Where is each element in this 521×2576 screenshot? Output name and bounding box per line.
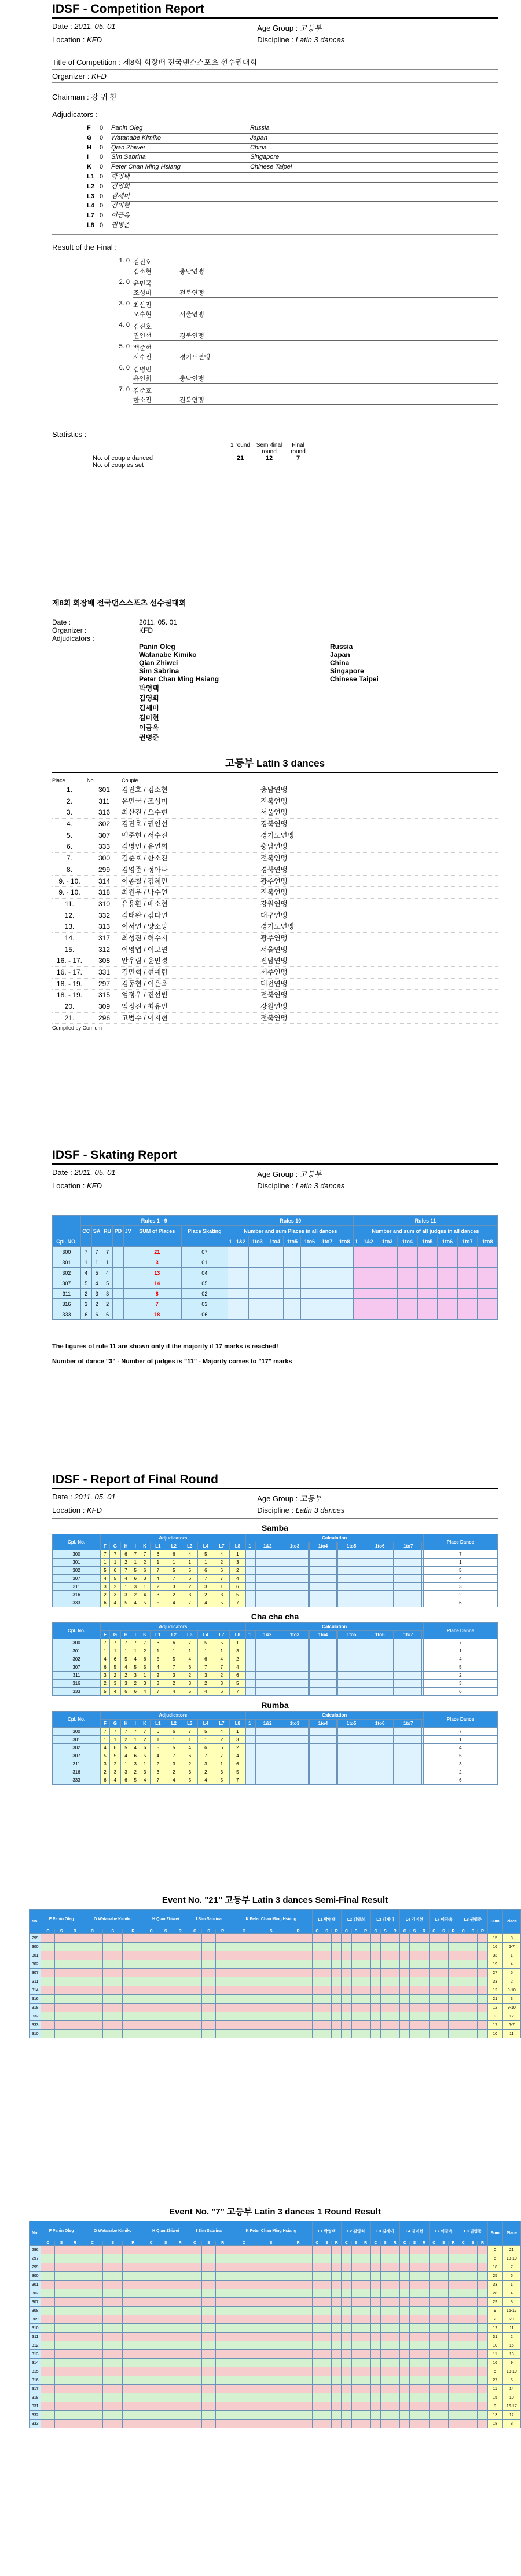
ranking-row: 18. - 19. 297 김동현 / 이은옥 대전연맹 bbox=[52, 979, 498, 990]
report-location: KFD bbox=[87, 35, 102, 44]
adjudicator-row: L3 0 김세미 bbox=[52, 192, 498, 202]
final-row: 서수진 경기도연맹 bbox=[52, 352, 498, 362]
skating-row: 311 2 3 3 8 02 bbox=[53, 1289, 498, 1299]
adjudicator-list: Adjudicators : F 0 Panin Oleg Russia G 0 Watanabe Kimiko Japan H 0 Qian Zhiwei China I 0 Sim Sabrina Singapore K 0 Peter Chan Ming Hsiang Chinese Taipei L1 0 박영택 L2 0 김영희 L3 0 김세미 L4 0 김미현 L7 0 이금옥 L8 0 권병준 bbox=[52, 104, 498, 235]
final-row: 유연희 충남연맹 bbox=[52, 374, 498, 384]
plain-adjudicator: 권병준 bbox=[139, 734, 159, 742]
final-row: 한소진 전북연맹 bbox=[52, 395, 498, 405]
ranking-row: 9. - 10. 318 최원우 / 박수연 전북연맹 bbox=[52, 887, 498, 899]
matrix-row: 301 33 1 bbox=[30, 2281, 521, 2289]
matrix-row: 332 9 12 bbox=[30, 2012, 521, 2021]
matrix-row: 313 11 13 bbox=[30, 2350, 521, 2359]
dance-title: Samba bbox=[262, 1523, 288, 1533]
final-dance-row: 300 7 7 6 7 7 6 6 4 5 4 1 7 bbox=[53, 1550, 498, 1559]
plain-adjudicator: 김세미 bbox=[139, 704, 159, 712]
round1-table: No. F Panin Oleg G Watanabe Kimiko H Qian Zhiwei I Sim Sabrina K Peter Chan Ming Hsiang L1 박영택 L2 김영희 L3 김세미 L4 김미현 L7 이금옥 L8 권병준 Sum Place C S R C S R C S R C S R C S R C S R C S R C S R C S R C S R C S R 296 0 21 297 5 18-19 299 18 7 300 25 6 301 33 1 302 28 4 307 29 3 308 9 16-17 309 2 20 310 12 11 311 31 2 312 10 15 313 11 13 314 16 9 315 5 18-19 316 27 5 317 11 14 318 15 10 331 9 16-17 332 13 12 333 18 8 bbox=[29, 2221, 521, 2428]
final-row: 4. 0 김진호 bbox=[119, 321, 152, 330]
matrix-row: 331 9 16-17 bbox=[30, 2402, 521, 2411]
final-results: Result of the Final : 1. 0 김진호 김소현 충남연맹 2. 0 윤민국 조성미 전북연맹 3. 0 최산진 오수현 서울연맹 4. 0 김진호 권인선 경북연맹 5. 0 백준현 서수진 경기도연맹 6. 0 김명민 유연희 충남연맹 7. 0 김준호 한소진 전북연맹 bbox=[52, 235, 498, 407]
final-row: 5. 0 백준현 bbox=[119, 342, 152, 352]
final-dance-row: 316 2 3 3 2 3 3 2 3 2 3 5 3 bbox=[53, 1680, 498, 1688]
ranking-row: 14. 317 최성진 / 허수지 광주연맹 bbox=[52, 933, 498, 944]
dance-title: Rumba bbox=[261, 1701, 289, 1710]
final-dance-row: 301 1 1 2 1 2 1 1 1 1 2 3 1 bbox=[53, 1736, 498, 1744]
skating-row: 300 7 7 7 21 07 bbox=[53, 1247, 498, 1257]
adjudicator-row: L1 0 박영택 bbox=[52, 172, 498, 182]
matrix-row: 301 33 1 bbox=[30, 1951, 521, 1960]
plain-adjudicator: 김영희 bbox=[139, 694, 159, 702]
skating-row: 316 3 2 2 7 03 bbox=[53, 1299, 498, 1309]
competition-title: Title of Competition : 제8회 회장배 전국댄스스포츠 선수권대회 bbox=[52, 48, 498, 70]
ranking-row: 4. 302 김진호 / 권인선 경북연맹 bbox=[52, 819, 498, 830]
adjudicator-row: I 0 Sim Sabrina Singapore bbox=[52, 152, 498, 162]
matrix-row: 309 2 20 bbox=[30, 2315, 521, 2324]
final-dance-table: Cpl. No. Adjudicators Calculation Place Dance F G H I K L1 L2 L3 L4 L7 L8 1 1&2 1to3 1to4 1to5 1to6 1to7 300 7 7 6 7 7 6 6 4 5 4 1 7 301 1 1 2 1 2 1 1 1 1 2 3 1 302 5 6 7 5 6 7 5 5 6 6 2 5 307 4 5 4 6 3 4 7 6 7 7 4 4 311 3 2 1 3 1 2 3 2 3 1 6 3 316 2 3 3 2 4 3 2 3 2 3 5 2 333 6 4 5 4 5 5 4 7 4 5 7 6 bbox=[52, 1534, 498, 1607]
final-dance-row: 301 1 1 2 1 2 1 1 1 1 2 3 1 bbox=[53, 1559, 498, 1567]
adjudicator-row: F 0 Panin Oleg Russia bbox=[52, 123, 498, 133]
final-row: 2. 0 윤민국 bbox=[119, 278, 152, 287]
final-round-report: IDSF - Report of Final Round Date : 2011. 05. 01 Age Group : 고등부 Location : KFD Discipline : Latin 3 dances Samba Cpl. No. Adjudicators Calculation Place Dance F G H I K L1 L2 L3 L4 L7 L8 1 1&2 1to3 1to4 1to5 1to6 1to7 300 7 7 6 7 7 6 6 4 5 4 1 7 301 1 1 2 1 2 1 1 1 1 2 3 1 302 5 6 7 5 6 7 5 5 6 6 2 5 307 4 5 4 6 3 4 7 6 7 7 4 4 311 3 2 1 3 1 2 3 2 3 1 6 3 316 2 3 3 2 4 3 2 3 2 3 5 2 333 6 4 5 4 5 5 4 7 4 5 7 6 Cha cha cha Cpl. No. Adjudicators Calculation Place Dance F G H I K L1 L2 L3 L4 L7 L8 1 1&2 1to3 1to4 1to5 1to6 1to7 300 7 7 7 7 7 6 6 7 5 5 1 7 301 1 1 1 1 2 1 1 1 1 1 3 1 302 4 6 5 4 6 5 5 4 6 4 2 4 307 6 5 4 5 5 4 7 6 7 7 4 5 311 3 2 2 3 1 2 3 2 3 2 6 2 316 2 3 3 2 3 3 2 3 2 3 5 3 333 5 4 6 6 4 7 4 5 4 6 7 6 Rumba Cpl. No. Adjudicators Calculation Place Dance F G H I K L1 L2 L3 L4 L7 L8 1 1&2 1to3 1to4 1to5 1to6 1to7 300 7 7 7 7 7 6 6 7 5 4 1 7 301 1 1 2 1 2 1 1 1 1 2 3 1 302 4 6 5 4 6 5 5 4 6 6 2 4 307 5 5 4 6 5 4 7 6 7 7 4 5 311 3 2 1 3 1 2 3 2 3 1 6 3 316 2 3 3 2 3 3 2 3 2 3 5 2 333 6 4 6 5 4 7 4 5 4 5 7 6 bbox=[52, 1466, 498, 1883]
round1-result bbox=[31, 2205, 517, 2576]
matrix-row: 315 5 18-19 bbox=[30, 2367, 521, 2376]
matrix-row: 302 28 4 bbox=[30, 2289, 521, 2298]
final-row: 김소현 충남연맹 bbox=[52, 267, 498, 276]
final-dance-table: Cpl. No. Adjudicators Calculation Place Dance F G H I K L1 L2 L3 L4 L7 L8 1 1&2 1to3 1to4 1to5 1to6 1to7 300 7 7 7 7 7 6 6 7 5 4 1 7 301 1 1 2 1 2 1 1 1 1 2 3 1 302 4 6 5 4 6 5 5 4 6 6 2 4 307 5 5 4 6 5 4 7 6 7 7 4 5 311 3 2 1 3 1 2 3 2 3 1 6 3 316 2 3 3 2 3 3 2 3 2 3 5 2 333 6 4 6 5 4 7 4 5 4 5 7 6 bbox=[52, 1711, 498, 1785]
ranking-row: 21. 296 고범수 / 이지현 전북연맹 bbox=[52, 1013, 498, 1024]
final-dance-row: 301 1 1 1 1 2 1 1 1 1 1 3 1 bbox=[53, 1647, 498, 1655]
skating-table: Rules 1 - 9 Rules 10 Rules 11 CC SA RU PD JV SUM of Places Place Skating Number and sum Places in all dances Number and sum of all judges in all dances Cpl. NO. 1 1&2 1to3 1to4 1to5 1to6 1to7 1to8 1 1&2 1to3 1to4 1to5 1to6 1to7 1to8 300 7 7 7 21 07 301 1 1 1 3 01 302 4 5 4 13 04 307 5 4 5 14 05 311 2 3 3 8 02 316 3 2 2 7 03 333 6 6 6 18 06 bbox=[52, 1215, 498, 1320]
round1-title: Event No. "7" 고등부 Latin 3 dances 1 Round Result bbox=[168, 2207, 381, 2217]
final-dance-row: 316 2 3 3 2 4 3 2 3 2 3 5 2 bbox=[53, 1591, 498, 1599]
plain-adjudicator: 이금옥 bbox=[139, 724, 159, 732]
final-dance-row: 333 6 4 5 4 5 5 4 7 4 5 7 6 bbox=[53, 1599, 498, 1607]
final-dance-row: 307 4 5 4 6 3 4 7 6 7 7 4 4 bbox=[53, 1575, 498, 1583]
final-row: 오수현 서울연맹 bbox=[52, 309, 498, 319]
final-dance-row: 333 6 4 6 5 4 7 4 5 4 5 7 6 bbox=[53, 1776, 498, 1785]
ranking-row: 15. 312 이영엽 / 이보연 서울연맹 bbox=[52, 944, 498, 956]
adjudicator-row: K 0 Peter Chan Ming Hsiang Chinese Taipei bbox=[52, 162, 498, 172]
final-row: 3. 0 최산진 bbox=[119, 300, 152, 309]
organizer: Organizer : KFD bbox=[52, 70, 498, 83]
adjudicator-row: L4 0 김미현 bbox=[52, 201, 498, 211]
ranking-row: 12. 332 김태완 / 김다연 대구연맹 bbox=[52, 910, 498, 922]
final-dance-row: 300 7 7 7 7 7 6 6 7 5 4 1 7 bbox=[53, 1728, 498, 1736]
final-dance-row: 302 4 6 5 4 6 5 5 4 6 6 2 4 bbox=[53, 1744, 498, 1752]
matrix-row: 311 33 2 bbox=[30, 1977, 521, 1986]
adjudicator-row: L8 0 권병준 bbox=[52, 221, 498, 231]
matrix-row: 296 0 21 bbox=[30, 2246, 521, 2254]
ranking-row: 6. 333 김명민 / 유연희 충남연맹 bbox=[52, 841, 498, 853]
plain-adjudicator: 김미현 bbox=[139, 714, 159, 722]
plain-adjudicator: 박영택 bbox=[139, 684, 159, 692]
matrix-row: 312 10 15 bbox=[30, 2341, 521, 2350]
ranking-row: 1. 301 김진호 / 김소현 충남연맹 bbox=[52, 785, 498, 796]
ranking-row: 16. - 17. 331 김민혁 / 현예림 제주연맹 bbox=[52, 967, 498, 979]
matrix-row: 299 18 7 bbox=[30, 2263, 521, 2272]
matrix-row: 314 16 9 bbox=[30, 2359, 521, 2367]
compiled-by: Compiled by Comium bbox=[52, 1025, 102, 1031]
chairman: Chairman : 강 귀 찬 bbox=[52, 83, 498, 104]
plain-adjudicator: Panin Oleg Russia bbox=[139, 643, 353, 651]
final-dance-row: 311 3 2 1 3 1 2 3 2 3 1 6 3 bbox=[53, 1583, 498, 1591]
final-dance-row: 300 7 7 7 7 7 6 6 7 5 5 1 7 bbox=[53, 1639, 498, 1647]
ranking-row: 9. - 10. 314 이종철 / 김혜민 광주연맹 bbox=[52, 876, 498, 888]
final-dance-row: 333 5 4 6 6 4 7 4 5 4 6 7 6 bbox=[53, 1688, 498, 1696]
final-dance-row: 302 5 6 7 5 6 7 5 5 6 6 2 5 bbox=[53, 1567, 498, 1575]
matrix-row: 310 10 11 bbox=[30, 2030, 521, 2038]
ranking-row: 8. 299 김영준 / 정아라 경북연맹 bbox=[52, 864, 498, 876]
matrix-row: 332 13 12 bbox=[30, 2411, 521, 2420]
ranking-row: 16. - 17. 308 안우림 / 윤민경 전남연맹 bbox=[52, 955, 498, 967]
matrix-row: 316 21 3 bbox=[30, 1995, 521, 2004]
skating-row: 302 4 5 4 13 04 bbox=[53, 1268, 498, 1278]
adjudicator-row: G 0 Watanabe Kimiko Japan bbox=[52, 133, 498, 143]
ranking-row: 2. 311 윤민국 / 조성미 전북연맹 bbox=[52, 796, 498, 808]
ranking-row: 11. 310 유용환 / 배소현 강원연맹 bbox=[52, 899, 498, 910]
semi-final-result bbox=[31, 1893, 517, 2195]
final-dance-row: 311 3 2 2 3 1 2 3 2 3 2 6 2 bbox=[53, 1672, 498, 1680]
final-row: 7. 0 김준호 bbox=[119, 385, 152, 395]
ranking-row: 5. 307 백준현 / 서수진 경기도연맹 bbox=[52, 830, 498, 842]
ranking-row: 7. 300 김준호 / 한소진 전북연맹 bbox=[52, 853, 498, 864]
skating-row: 307 5 4 5 14 05 bbox=[53, 1278, 498, 1289]
ranking-row: 13. 313 이서연 / 양소망 경기도연맹 bbox=[52, 921, 498, 933]
plain-report: 제8회 회장배 전국댄스스포츠 선수권대회 Date : 2011. 05. 01 Organizer : KFD Adjudicators : Panin Oleg Russia Watanabe Kimiko Japan Qian Zhiwei China Sim Sabrina Singapore Peter Chan Ming Hsiang Chinese Taipei 박영택 김영희 김세미 김미현 이금옥 권병준 고등부 Latin 3 dances Place No. Couple 1. 301 김진호 / 김소현 충남연맹 2. 311 윤민국 / 조성미 전북연맹 3. 316 최산진 / 오수현 서울연맹 4. 302 김진호 / 권인선 경북연맹 5. 307 백준현 / 서수진 경기도연맹 6. 333 김명민 / 유연희 충남연맹 7. 300 김준호 / 한소진 전북연맹 8. 299 김영준 / 정아라 경북연맹 9. - 10. 314 이종철 / 김혜민 광주연맹 9. - 10. 318 최원우 / 박수연 전북연맹 11. 310 유용환 / 배소현 강원연맹 12. 332 김태완 / 김다연 대구연맹 13. 313 이서연 / 양소망 경기도연맹 14. 317 최성진 / 허수지 광주연맹 15. 312 이영엽 / 이보연 서울연맹 16. - 17. 308 안우림 / 윤민경 전남연맹 16. - 17. 331 김민혁 / 현예림 제주연맹 18. - 19. 297 김동현 / 이은옥 대전연맹 18. - 19. 315 엄정우 / 진선빈 전북연맹 20. 309 엄정진 / 최유빈 강원연맹 21. 296 고범수 / 이지현 전북연맹 Compiled by Comium bbox=[52, 591, 498, 1141]
matrix-row: 318 15 10 bbox=[30, 2393, 521, 2402]
final-dance-row: 311 3 2 1 3 1 2 3 2 3 1 6 3 bbox=[53, 1760, 498, 1768]
final-row: 조성미 전북연맹 bbox=[52, 288, 498, 298]
majority-note: Number of dance "3" - Number of judges is "11" - Majority comes to "17" marks bbox=[52, 1358, 292, 1365]
final-dance-row: 307 5 5 4 6 5 4 7 6 7 7 4 5 bbox=[53, 1752, 498, 1760]
statistics: Statistics : 1 round Semi-final round Final round No. of couple danced 21 12 7 No. of couples set bbox=[52, 425, 498, 469]
final-row: 6. 0 김명민 bbox=[119, 364, 152, 373]
matrix-row: 314 12 9-10 bbox=[30, 1986, 521, 1995]
matrix-row: 310 12 11 bbox=[30, 2324, 521, 2333]
plain-adjudicator: Peter Chan Ming Hsiang Chinese Taipei bbox=[139, 675, 379, 683]
skating-title: IDSF - Skating Report bbox=[52, 1146, 498, 1165]
final-dance-table: Cpl. No. Adjudicators Calculation Place Dance F G H I K L1 L2 L3 L4 L7 L8 1 1&2 1to3 1to4 1to5 1to6 1to7 300 7 7 7 7 7 6 6 7 5 5 1 7 301 1 1 1 1 2 1 1 1 1 1 3 1 302 4 6 5 4 6 5 5 4 6 4 2 4 307 6 5 4 5 5 4 7 6 7 7 4 5 311 3 2 2 3 1 2 3 2 3 2 6 2 316 2 3 3 2 3 3 2 3 2 3 5 3 333 5 4 6 6 4 7 4 5 4 6 7 6 bbox=[52, 1622, 498, 1696]
report-date: 2011. 05. 01 bbox=[74, 22, 116, 31]
ranking-row: 20. 309 엄정진 / 최유빈 강원연맹 bbox=[52, 1001, 498, 1013]
skating-row: 333 6 6 6 18 06 bbox=[53, 1309, 498, 1320]
matrix-row: 333 17 6-7 bbox=[30, 2021, 521, 2030]
matrix-row: 302 19 4 bbox=[30, 1960, 521, 1969]
matrix-row: 300 25 6 bbox=[30, 2272, 521, 2281]
final-round-title: IDSF - Report of Final Round bbox=[52, 1471, 498, 1489]
rankings-list bbox=[52, 785, 498, 1024]
semi-final-table: No. F Panin Oleg G Watanabe Kimiko H Qian Zhiwei I Sim Sabrina K Peter Chan Ming Hsiang L1 박영택 L2 김영희 L3 김세미 L4 김미현 L7 이금옥 L8 권병준 Sum Place C S R C S R C S R C S R C S R C S R C S R C S R C S R C S R C S R 299 15 8 300 16 6-7 301 33 1 302 19 4 307 27 5 311 33 2 314 12 9-10 316 21 3 318 12 9-10 332 9 12 333 17 6-7 310 10 11 bbox=[29, 1909, 521, 2038]
matrix-row: 299 15 8 bbox=[30, 1934, 521, 1943]
ranking-row: 18. - 19. 315 엄정우 / 진선빈 전북연맹 bbox=[52, 990, 498, 1001]
semi-final-title: Event No. "21" 고등부 Latin 3 dances Semi-Final Result bbox=[162, 1895, 388, 1905]
adjudicator-row: L2 0 김영희 bbox=[52, 182, 498, 192]
final-dance-row: 316 2 3 3 2 3 3 2 3 2 3 5 2 bbox=[53, 1768, 498, 1776]
competition-report bbox=[52, 0, 498, 591]
plain-adjudicator: Qian Zhiwei China bbox=[139, 659, 350, 667]
results-title: 고등부 Latin 3 dances bbox=[52, 755, 498, 773]
skating-report: IDSF - Skating Report Date : 2011. 05. 01 Age Group : 고등부 Location : KFD Discipline : Latin 3 dances Rules 1 - 9 Rules 10 Rules 11 CC SA RU PD JV SUM of Places Place Skating Number and sum Places in all dances Number and sum of all judges in all dances Cpl. NO. 1 1&2 1to3 1to4 1to5 1to6 1to7 1to8 1 1&2 1to3 1to4 1to5 1to6 1to7 1to8 300 7 7 7 21 07 301 1 1 1 3 01 302 4 5 4 13 04 307 5 4 5 14 05 311 2 3 3 8 02 316 3 2 2 7 03 333 6 6 6 18 06 The figures of rule 11 are shown only if the majority if 17 marks is reached! Number of dance "3" - Number of judges is "11" - Majority comes to "17" marks bbox=[52, 1141, 498, 1466]
adjudicator-row: L7 0 이금옥 bbox=[52, 211, 498, 221]
final-dance-row: 307 6 5 4 5 5 4 7 6 7 7 4 5 bbox=[53, 1663, 498, 1672]
final-row: 권인선 경북연맹 bbox=[52, 331, 498, 341]
matrix-row: 300 16 6-7 bbox=[30, 1943, 521, 1951]
plain-adjudicators bbox=[52, 643, 498, 742]
matrix-row: 308 9 16-17 bbox=[30, 2307, 521, 2315]
matrix-row: 316 27 5 bbox=[30, 2376, 521, 2385]
matrix-row: 311 31 2 bbox=[30, 2333, 521, 2341]
adjudicator-row: H 0 Qian Zhiwei China bbox=[52, 143, 498, 153]
final-dance-row: 302 4 6 5 4 6 5 5 4 6 4 2 4 bbox=[53, 1655, 498, 1663]
matrix-row: 317 11 14 bbox=[30, 2385, 521, 2393]
matrix-row: 307 27 5 bbox=[30, 1969, 521, 1977]
matrix-row: 307 29 3 bbox=[30, 2298, 521, 2307]
rule11-note: The figures of rule 11 are shown only if the majority if 17 marks is reached! bbox=[52, 1343, 278, 1350]
plain-adjudicator: Sim Sabrina Singapore bbox=[139, 667, 364, 675]
ranking-row: 3. 316 최산진 / 오수현 서울연맹 bbox=[52, 807, 498, 819]
dance-title: Cha cha cha bbox=[251, 1612, 299, 1621]
matrix-row: 297 5 18-19 bbox=[30, 2254, 521, 2263]
plain-title: 제8회 회장배 전국댄스스포츠 선수권대회 bbox=[52, 599, 186, 607]
matrix-row: 333 18 8 bbox=[30, 2420, 521, 2428]
report-age: 고등부 bbox=[299, 24, 322, 32]
report-title: IDSF - Competition Report bbox=[52, 0, 498, 19]
matrix-row: 318 12 9-10 bbox=[30, 2004, 521, 2012]
plain-adjudicator: Watanabe Kimiko Japan bbox=[139, 651, 350, 659]
skating-row: 301 1 1 1 3 01 bbox=[53, 1257, 498, 1268]
report-header: Date : 2011. 05. 01 Age Group : 고등부 Location : KFD Discipline : Latin 3 dances bbox=[52, 19, 498, 48]
final-row: 1. 0 김진호 bbox=[119, 257, 152, 266]
report-discipline: Latin 3 dances bbox=[295, 35, 345, 44]
